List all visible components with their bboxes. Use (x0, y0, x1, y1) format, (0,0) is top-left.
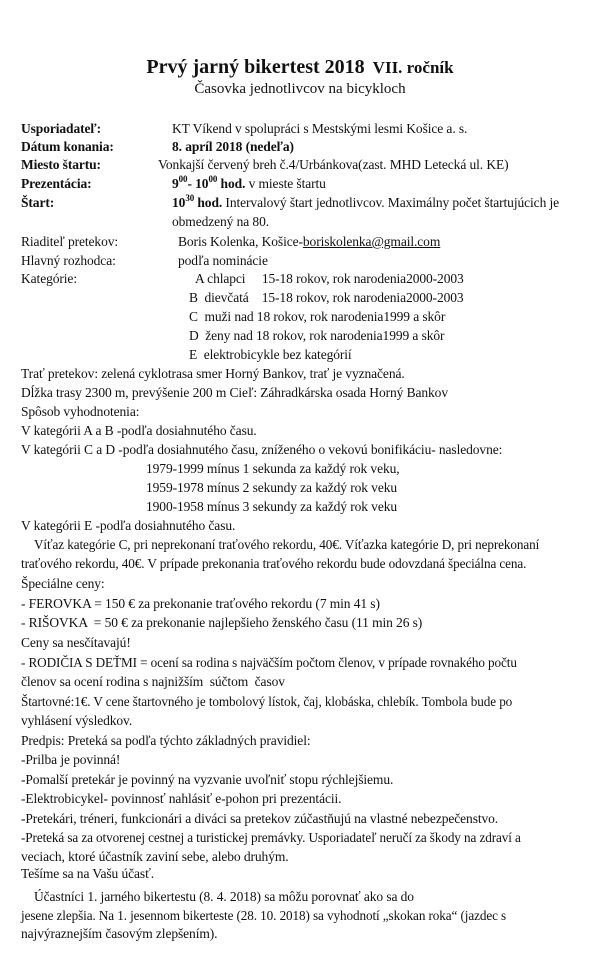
rule-item-3: -Elektrobicykel- povinnosť nahlásiť e-pohon pri prezentácii. (21, 791, 342, 806)
rules-title: Predpis: Preteká sa podľa týchto základných pravidiel: (21, 733, 311, 748)
record-text-1: Víťaz kategórie C, pri neprekonaní traťového rekordu, 40€. Víťazka kategórie D, pri neprekonaní (34, 537, 540, 552)
date-label: Dátum konania: (21, 139, 114, 154)
director-label: Riaditeľ pretekov: (21, 234, 119, 249)
footer-line-2: jesene zlepšia. Na 1. jesennom bikerteste (28. 10. 2018) sa vyhodnotí „skokan roka“ (jazdec s (21, 908, 507, 923)
traffic-rule-2: veciach, ktoré účastník zaviní sebe, alebo druhým. (21, 849, 289, 864)
start-value (172, 195, 559, 211)
organizer-value: KT Víkend v spolupráci s Mestskými lesmi Košice a. s. (172, 121, 468, 136)
presentation-sep: - 10 (187, 176, 209, 191)
ferovka-prize: - FEROVKA = 150 € za prekonanie traťového rekordu (7 min 41 s) (21, 596, 380, 611)
presentation-hod: hod. (217, 176, 246, 191)
categories-label: Kategórie: (21, 271, 77, 286)
evaluation-e: V kategórii E -podľa dosiahnutého času. (21, 518, 236, 533)
start-hod: hod. (194, 195, 223, 210)
length-text: Dĺžka trasy 2300 m, prevýšenie 200 m Cieľ: Záhradkárska osada Horný Bankov (21, 385, 448, 400)
record-text-2: traťového rekordu, 40€. V prípade prekonania traťového rekordu bude odovzdaná špeciálna cena. (21, 556, 527, 571)
closing-text: Tešíme sa na Vašu účasť. (21, 866, 155, 881)
evaluation-title: Spôsob vyhodnotenia: (21, 404, 140, 419)
start-value-line2: obmedzený na 80. (172, 214, 269, 229)
director-name: Boris Kolenka, Košice- (178, 234, 303, 249)
date-value: 8. apríl 2018 (nedeľa) (172, 139, 294, 154)
parents-prize-1: - RODIČIA S DEŤMI = ocení sa rodina s najväčším počtom členov, v prípade rovnakého počtu (21, 655, 517, 670)
track-text: Trať pretekov: zelená cyklotrasa smer Horný Bankov, trať je vyznačená. (21, 366, 405, 381)
footer-line-3: najvýraznejším časovým zlepšením). (21, 926, 218, 941)
risovka-prize: - RIŠOVKA = 50 € za prekonanie najlepšieho ženského času (11 min 26 s) (21, 615, 423, 630)
presentation-value (172, 176, 326, 192)
start-place-value: Vonkajší červený breh č.4/Urbánkova(zast. MHD Letecká ul. KE) (158, 157, 509, 172)
edition-label: VII. ročník (372, 58, 454, 77)
no-sum-note: Ceny sa nesčítavajú! (21, 635, 131, 650)
director-email-link[interactable]: boriskolenka@gmail.com (302, 234, 441, 249)
parents-prize-2: členov sa ocení rodina s najnižším súčtom časov (21, 674, 285, 689)
bonus-line-2: 1959-1978 mínus 2 sekundy za každý rok veku (146, 480, 398, 495)
page-title (0, 56, 600, 79)
referee-label: Hlavný rozhodca: (21, 253, 116, 268)
presentation-to-sup: 00 (208, 174, 218, 184)
fee-text-2: vyhlásení výsledkov. (21, 713, 133, 728)
start-time: 10 (172, 195, 186, 210)
title-text: Prvý jarný bikertest 2018 (146, 56, 365, 78)
start-place-label: Miesto štartu: (21, 157, 101, 172)
category-item-a: A chlapci 15-18 rokov, rok narodenia2000-2003 (195, 271, 464, 286)
category-item-c: C muži nad 18 rokov, rok narodenia1999 a skôr (189, 309, 446, 324)
category-item-b: B dievčatá 15-18 rokov, rok narodenia2000-2003 (189, 290, 464, 305)
presentation-from: 9 (172, 176, 179, 191)
traffic-rule-1: -Preteká sa za otvorenej cestnej a turistickej premávky. Usporiadateľ neručí za škody na zdraví a (21, 830, 521, 845)
start-time-sup: 30 (185, 193, 195, 203)
category-item-e: E elektrobicykle bez kategórií (189, 347, 352, 362)
footer-line-1: Účastníci 1. jarného bikertestu (8. 4. 2018) sa môžu porovnať ako sa do (34, 889, 414, 904)
rule-item-1: -Prilba je povinná! (21, 752, 121, 767)
presentation-rest: v mieste štartu (245, 176, 326, 191)
evaluation-ab: V kategórii A a B -podľa dosiahnutého času. (21, 423, 257, 438)
rule-item-2: -Pomalší pretekár je povinný na vyzvanie uvoľniť stopu rýchlejšiemu. (21, 772, 394, 787)
organizer-label: Usporiadateľ: (21, 121, 102, 136)
special-prizes-title: Špeciálne ceny: (21, 576, 105, 591)
category-item-d: D ženy nad 18 rokov, rok narodenia1999 a skôr (189, 328, 445, 343)
referee-value: podľa nominácie (178, 253, 268, 268)
bonus-line-1: 1979-1999 mínus 1 sekunda za každý rok veku, (146, 461, 400, 476)
start-rest: Intervalový štart jednotlivcov. Maximálny počet štartujúcich je (222, 195, 560, 210)
presentation-from-sup: 00 (178, 174, 188, 184)
page-subtitle: Časovka jednotlivcov na bicykloch (194, 81, 406, 97)
fee-text-1: Štartovné:1€. V cene štartovného je tombolový lístok, čaj, klobáska, chlebík. Tombola bude po (21, 694, 513, 709)
start-label: Štart: (21, 195, 55, 210)
rule-item-4: -Pretekári, tréneri, funkcionári a diváci sa pretekov zúčastňujú na vlastné nebezpečenstvo. (21, 811, 499, 826)
presentation-label: Prezentácia: (21, 176, 92, 191)
evaluation-cd: V kategórii C a D -podľa dosiahnutého času, zníženého o vekovú bonifikáciu- nasledovne: (21, 442, 503, 457)
director-value (178, 234, 440, 250)
bonus-line-3: 1900-1958 mínus 3 sekundy za každý rok veku (146, 499, 398, 514)
